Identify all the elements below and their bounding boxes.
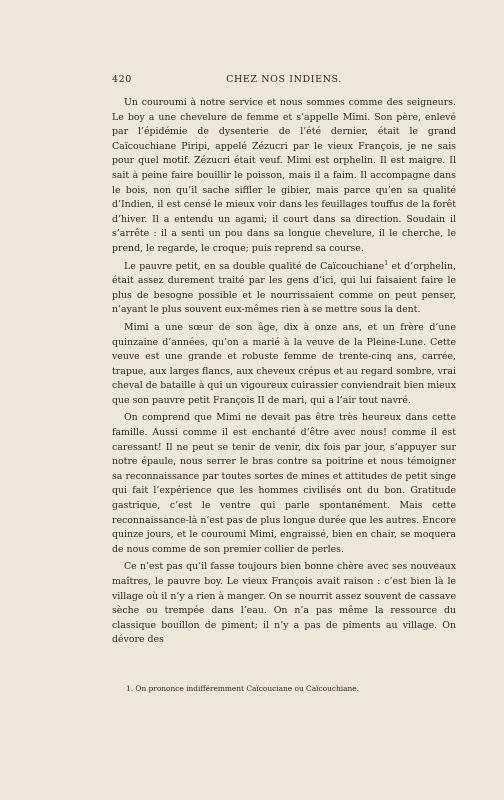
paragraph-text: Le pauvre petit, en sa double qualité de Caïcouchiane (124, 260, 385, 272)
page-header (112, 74, 456, 88)
body-text (112, 96, 456, 651)
footnote-reference: 1 (384, 259, 389, 267)
page-number: 420 (112, 74, 132, 85)
footnote: 1. On prononce indifféremment Caïcouciane ou Caïcouchiane. (126, 684, 359, 693)
paragraph (112, 260, 456, 318)
paragraph: Un couroumi à notre service et nous sommes comme des seigneurs. Le boy a une chevelure de femme et s’appelle Mimi. Son père, enlevé par l’épidémie de dysenterie de l’été dernier, était le grand Caïcouchiane Piripi, appelé Zézucri par le vieux François, je ne sais pour quel motif. Zézucri était veuf. Mimi est orphelin. Il est maigre. Il sait à peine faire bouillir le poisson, mais il a faim. Il accompagne dans le bois, non qu’il sache siffler le gibier, mais parce qu’en sa qualité d’Indien, il est censé le mieux voir dans les feuillages touffus de la forêt d’hiver. Il a entendu un agami; il court dans sa direction. Soudain il s’arrête : il a senti un pou dans sa longue chevelure, il le cherche, le prend, le regarde, le croque; puis reprend sa course. (112, 97, 456, 254)
running-title: CHEZ NOS INDIENS. (226, 74, 342, 85)
paragraph: On comprend que Mimi ne devait pas être très heureux dans cette famille. Aussi comme il est enchanté d’être avec nous! comme il est caressant! Il ne peut se tenir de venir, dix fois par jour, s’appuyer sur notre épaule, nous serrer le bras contre sa poitrine et nous témoigner sa reconnaissance par toutes sortes de mines et attitudes de petit singe qui fait l’expérience que les hommes civilisés ont du bon. Gratitude gastrique, c’est le ventre qui parle spontanément. Mais cette reconnaissance-là n’est pas de plus longue durée que les autres. Encore quinze jours, et le couroumi Mimi, engraissé, bien en chair, se moquera de nous comme de son premier collier de perles. (112, 412, 456, 555)
paragraph-text: et d’orphelin, était assez durement traité par les gens d’ici, qui lui faisaient faire le plus de besogne possible et le nourrissaient comme on peut penser, n’ayant le plus souvent eux-mêmes rien à se mettre sous la dent. (112, 260, 456, 316)
paragraph: Mimi a une sœur de son âge, dix à onze ans, et un frère d’une quinzaine d’années, qu’on a marié à la veuve de la Pleine-Lune. Cette veuve est une grande et robuste femme de trente-cinq ans, carrée, trapue, aux larges flancs, aux cheveux crépus et au regard sombre, vrai cheval de bataille à qui un vigoureux cuirassier conviendrait bien mieux que son pauvre petit François II de mari, qui a l’air tout navré. (112, 321, 456, 406)
paragraph: Ce n’est pas qu’il fasse toujours bien bonne chère avec ses nouveaux maîtres, le pauvre boy. Le vieux François avait raison : c’est bien là le village où il n’y a rien à manger. On se nourrit assez souvent de cassave sèche ou trempée dans l’eau. On n’a pas même la ressource du classique bouillon de piment; il n’y a pas de piments au village. On dévore des (112, 561, 456, 646)
